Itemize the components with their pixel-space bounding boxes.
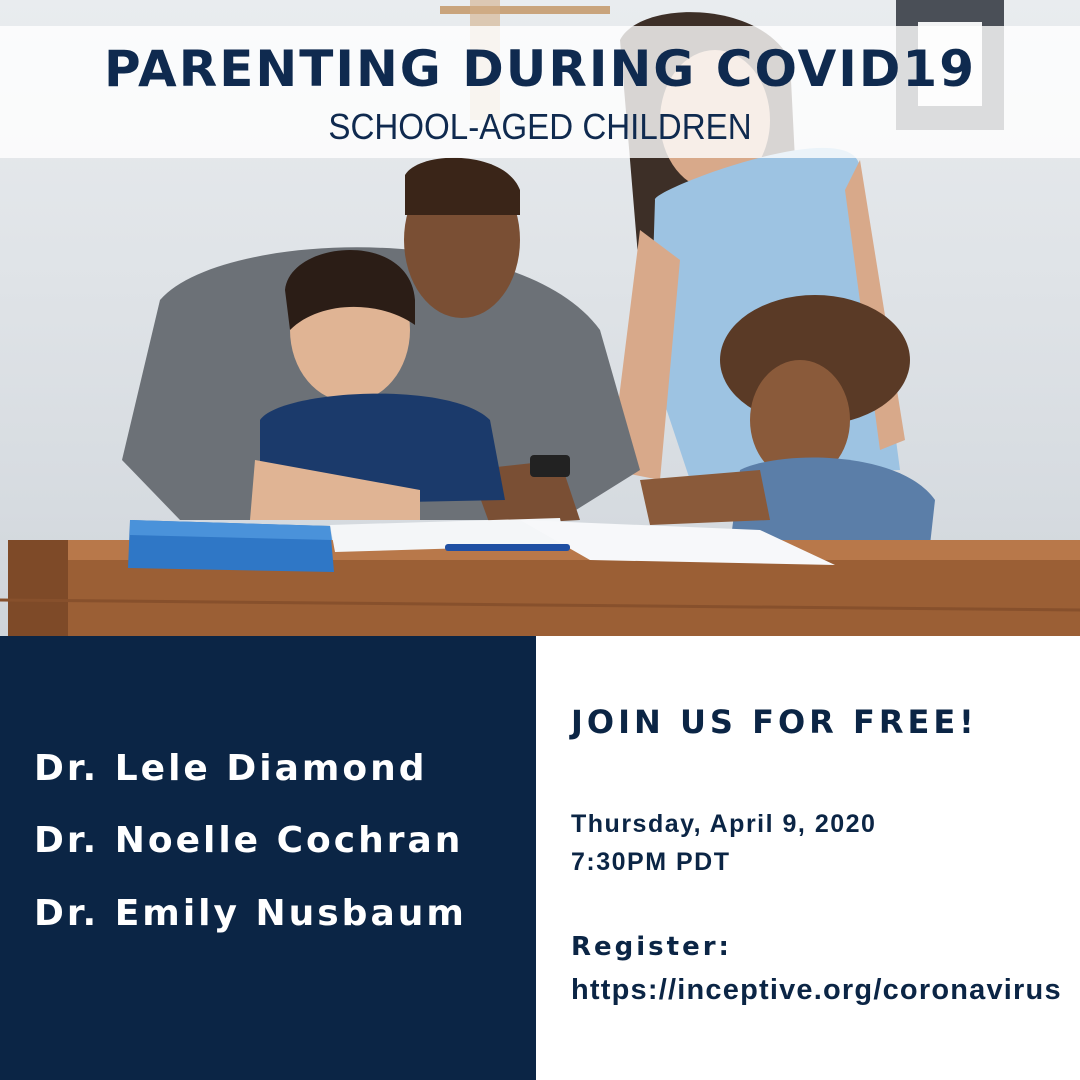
register-label: Register: bbox=[571, 932, 732, 962]
speaker-name: Dr. Emily Nusbaum bbox=[34, 893, 467, 934]
pen bbox=[445, 544, 570, 551]
speaker-name: Dr. Lele Diamond bbox=[34, 748, 428, 789]
event-time: 7:30PM PDT bbox=[571, 848, 731, 876]
speaker-name: Dr. Noelle Cochran bbox=[34, 820, 464, 861]
page-subtitle: SCHOOL-AGED CHILDREN bbox=[328, 106, 752, 147]
call-to-action: JOIN US FOR FREE! bbox=[571, 703, 978, 741]
page-title: PARENTING DURING COVID19 bbox=[104, 40, 976, 98]
event-date: Thursday, April 9, 2020 bbox=[571, 810, 877, 838]
register-link[interactable]: https://inceptive.org/coronavirus bbox=[571, 974, 1062, 1006]
wall-shelf bbox=[440, 6, 610, 14]
